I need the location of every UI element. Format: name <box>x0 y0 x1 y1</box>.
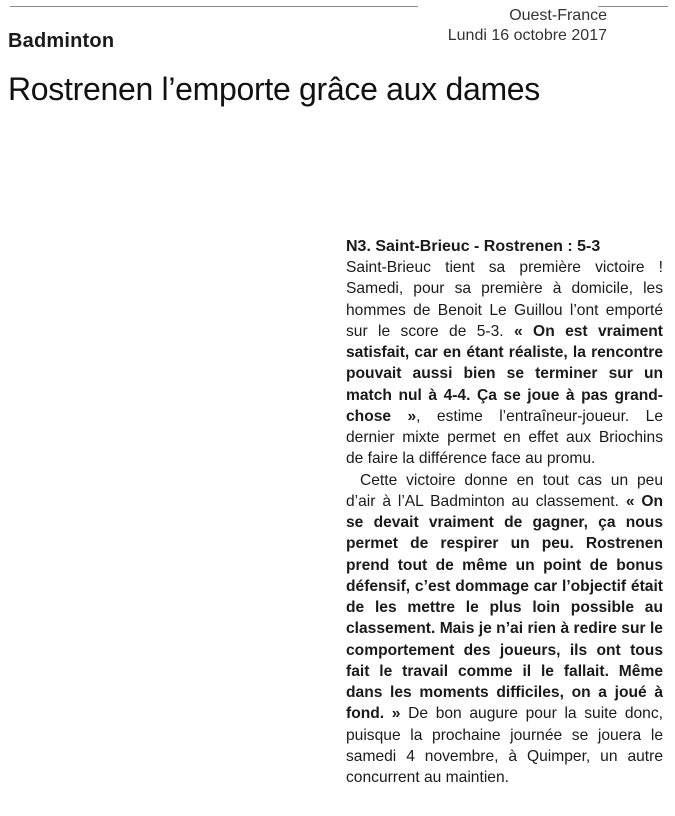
paragraph-1-outro: , estime l’entraîneur-joueur. Le dernier mixte permet en effet aux Briochins de faire la différence face au promu. <box>346 407 663 468</box>
article-body <box>346 236 663 788</box>
headline: Rostrenen l’emporte grâce aux dames <box>8 71 541 107</box>
section-label: Badminton <box>8 30 115 52</box>
paragraph-1-quote: « On est vraiment satisfait, car en étant réaliste, la rencontre pouvait aussi bien se terminer sur un match nul à 4-4. Ça se joue à pas grand-chose » <box>346 322 663 425</box>
paragraph-2 <box>346 470 663 789</box>
top-rule <box>10 6 418 7</box>
paragraph-2-outro: De bon augure pour la suite donc, puisque la prochaine journée se jouera le samedi 4 novembre, à Quimper, un autre concurrent au maintien. <box>346 705 663 786</box>
top-rule-right <box>598 6 668 7</box>
paragraph-1 <box>346 257 663 470</box>
publication-date: Lundi 16 octobre 2017 <box>447 27 607 44</box>
publication-name: Ouest-France <box>509 7 607 24</box>
article-subhead: N3. Saint-Brieuc - Rostrenen : 5-3 <box>346 238 601 255</box>
masthead <box>448 6 607 46</box>
paragraph-2-intro: Cette victoire donne en tout cas un peu d’air à l’AL Badminton au classement. <box>346 471 663 510</box>
paragraph-2-quote: « On se devait vraiment de gagner, ça nous permet de respirer un peu. Rostrenen prend tout de même un point de bonus défensif, c’est dommage car l’objectif était de les mettre le plus loin possible au classement. Mais je n’ai rien à redire sur le comportement des joueurs, ils ont tous fait le travail comme il le fallait. Même dans les moments difficiles, on a joué à fond. » <box>346 492 663 723</box>
paragraph-1-intro: Saint-Brieuc tient sa première victoire ! Samedi, pour sa première à domicile, les hommes de Benoit Le Guillou l’ont emporté sur le score de 5-3. <box>346 259 663 340</box>
